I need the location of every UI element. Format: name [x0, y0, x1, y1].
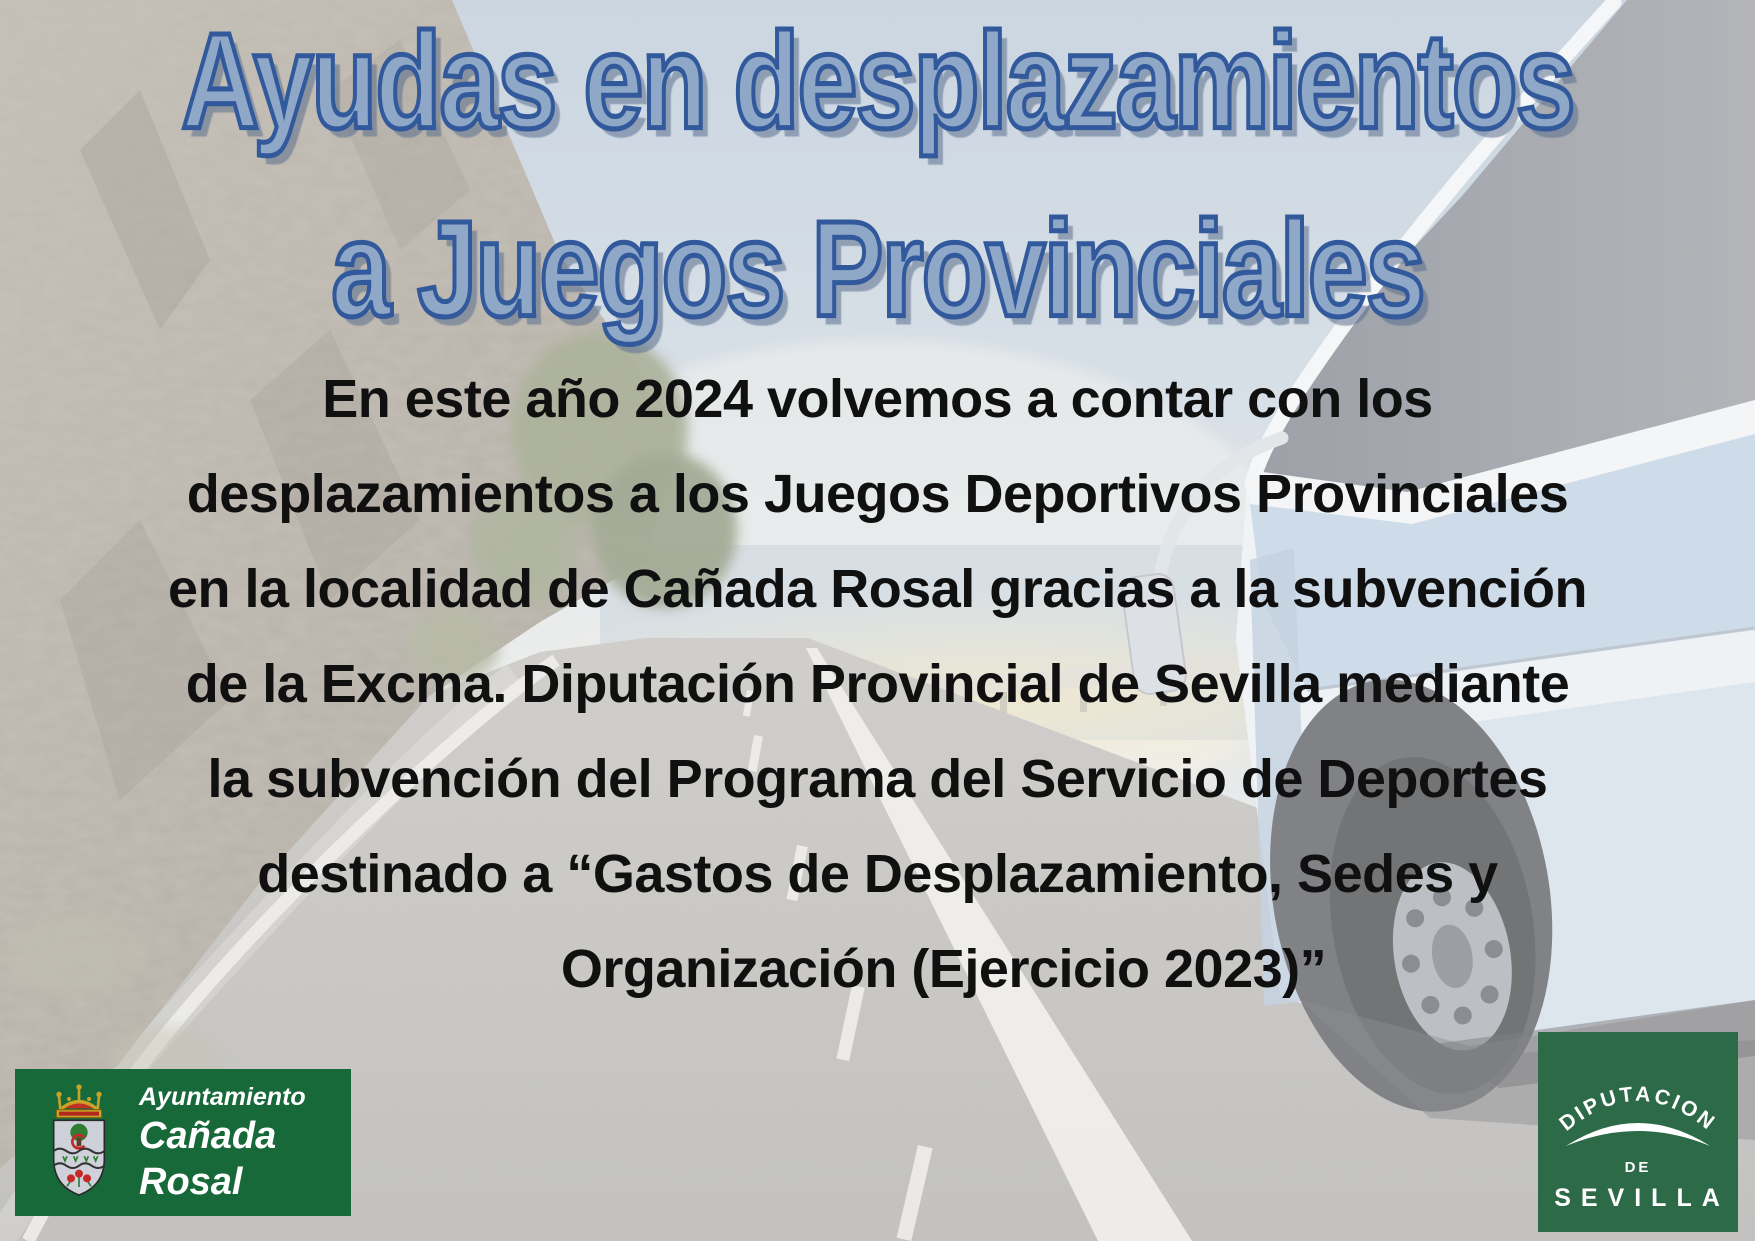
diputacion-de-text: DE	[1624, 1159, 1652, 1176]
canada-rosal-coat-of-arms-icon	[39, 1082, 119, 1204]
diputacion-arc-text: DIPUTACION	[1555, 1082, 1721, 1136]
diputacion-sevilla-emblem	[1538, 1032, 1738, 1232]
ayuntamiento-label: Ayuntamiento	[139, 1082, 306, 1111]
body-line: destinado a “Gastos de Desplazamiento, Sedes y	[257, 844, 1498, 904]
ayuntamiento-canada-rosal-logo	[15, 1069, 351, 1216]
crown-icon	[56, 1084, 101, 1117]
poster-title-line-1: Ayudas en desplazamientos	[181, 4, 1574, 157]
body-line: desplazamientos a los Juegos Deportivos Provinciales	[186, 464, 1569, 524]
poster-title-line-2: a Juegos Provinciales	[331, 192, 1424, 345]
poster-title	[0, 0, 1755, 354]
body-line: En este año 2024 volvemos a contar con los	[322, 369, 1433, 429]
body-line: la subvención del Programa del Servicio de Deportes	[207, 749, 1548, 809]
diputacion-sevilla-logo	[1538, 1032, 1738, 1232]
poster-body	[0, 352, 1755, 1017]
body-line: de la Excma. Diputación Provincial de Sevilla mediante	[185, 654, 1570, 714]
diputacion-sevilla-text: SEVILLA	[1554, 1184, 1730, 1212]
shield-icon	[54, 1120, 105, 1195]
body-line: en la localidad de Cañada Rosal gracias a la subvención	[167, 559, 1588, 619]
body-line: Organización (Ejercicio 2023)”	[560, 939, 1327, 999]
white-arc-swoosh-icon	[1566, 1123, 1710, 1146]
municipality-name: Cañada Rosal	[139, 1114, 277, 1203]
